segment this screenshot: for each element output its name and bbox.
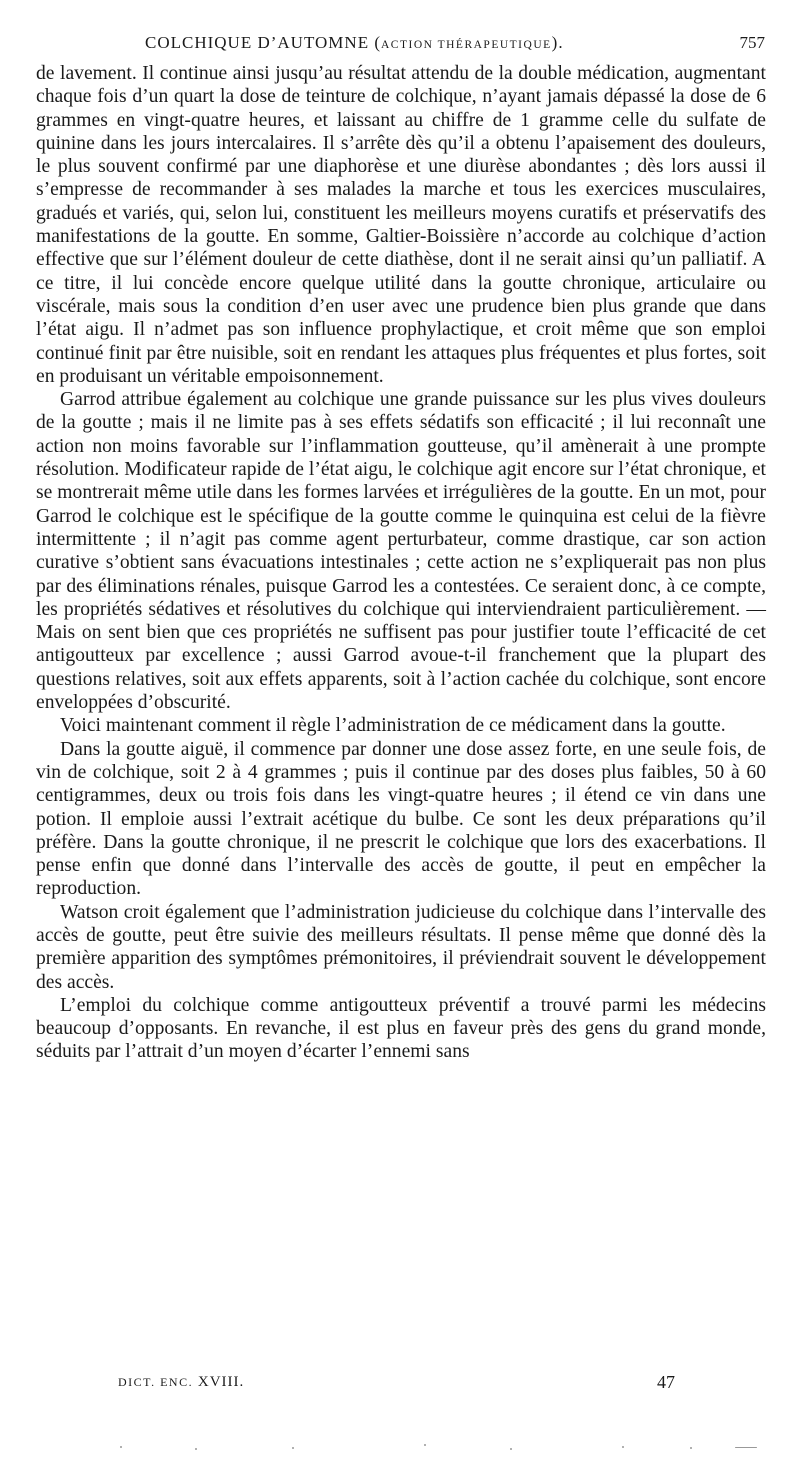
- running-title-main: COLCHIQUE D’AUTOMNE (: [145, 33, 381, 52]
- speck: [690, 1447, 692, 1449]
- signature-volume: XVIII.: [197, 1374, 245, 1390]
- speck: [195, 1448, 197, 1450]
- speck: [292, 1447, 294, 1449]
- paragraph-4: Dans la goutte aiguë, il commence par donner une dose assez forte, en une seule fois, de vin de colchique, soit 2 à 4 grammes ; puis il continue par des doses plus faibles, 50 à 60 centigrammes, deux ou trois fois dans les vingt-quatre heures ; il étend ce vin dans une potion. Il emploie aussi l’extrait acétique du bulbe. Ce sont les deux préparations qu’il préfère. Dans la goutte chronique, il ne prescrit le colchique que lors des exacerbations. Il pense enfin que donné dans l’intervalle des accès de goutte, il peut en empêcher la reproduction.: [36, 738, 766, 900]
- paragraph-3: Voici maintenant comment il règle l’administration de ce médicament dans la goutte.: [60, 715, 726, 737]
- printer-signature: [118, 1374, 244, 1391]
- speck: [622, 1446, 624, 1448]
- body-text: [36, 62, 766, 1064]
- paragraph-1: de lavement. Il continue ainsi jusqu’au résultat attendu de la double médication, augmentant chaque fois d’un quart la dose de teinture de colchique, n’ayant jamais dépassé la dose de 6 grammes en vingt-quatre heures, et laissant au chiffre de 1 gramme celle du sulfate de quinine dans les jours intercalaires. Il s’arrête dès qu’il a obtenu l’apaisement des douleurs, le plus souvent confirmé par une diaphorèse et une diurèse abondantes ; dès lors aussi il s’empresse de recommander à ses malades la marche et tous les exercices musculaires, gradués et variés, qui, selon lui, constituent les meilleurs moyens curatifs et préservatifs des manifestations de la goutte. En somme, Galtier-Boissière n’accorde au colchique d’action effective que sur l’élément douleur de cette diathèse, dont il ne serait ainsi qu’un palliatif. A ce titre, il lui concède encore quelque utilité dans la goutte chronique, articulaire ou viscérale, mais sous la condition d’en user avec une prudence bien plus grande que dans l’état aigu. Il n’admet pas son influence prophylactique, et croit même que son emploi continué finit par être nuisible, soit en rendant les attaques plus fréquentes et plus fortes, soit en produisant un véritable empoisonnement.: [36, 63, 766, 387]
- running-title-subtitle: ACTION THÉRAPEUTIQUE: [381, 39, 552, 51]
- running-title: [145, 33, 564, 53]
- signature-number: 47: [657, 1372, 675, 1392]
- paragraph-5: Watson croit également que l’administration judicieuse du colchique dans l’intervalle des accès de goutte, peut être suivie des meilleurs résultats. Il pense même que donné dès la première apparition des symptômes prémonitoires, il préviendrait souvent le développement des accès.: [36, 901, 766, 993]
- speck: [735, 1447, 757, 1448]
- speck: [510, 1448, 512, 1450]
- speck: [120, 1446, 122, 1448]
- page-footer: [36, 1372, 766, 1396]
- speck: [424, 1444, 426, 1446]
- signature-abbrev: DICT. ENC.: [118, 1375, 194, 1389]
- paragraph-2: Garrod attribue également au colchique une grande puissance sur les plus vives douleurs de la goutte ; mais il ne limite pas à ses effets sédatifs son efficacité ; il lui reconnaît une action non moins favorable sur l’inflammation goutteuse, qu’il amènerait à une prompte résolution. Modificateur rapide de l’état aigu, le colchique agit encore sur l’état chronique, et se montrerait même utile dans les formes larvées et irrégulières de la goutte. En un mot, pour Garrod le colchique est le spécifique de la goutte comme le quinquina est celui de la fièvre intermittente ; il n’agit pas comme agent perturbateur, comme drastique, car son action curative s’obtient sans évacuations intestinales ; cette action ne s’expliquerait pas non plus par des éliminations rénales, puisque Garrod les a contestées. Ce seraient donc, à ce compte, les propriétés sédatives et résolutives du colchique qui interviendraient particulièrement. — Mais on sent bien que ces propriétés ne suffisent pas pour justifier toute l’efficacité de cet antigoutteux par excellence ; aussi Garrod avoue-t-il franchement que la plupart des questions relatives, soit aux effets apparents, soit à l’action cachée du colchique, sont encore enveloppées d’obscurité.: [36, 389, 766, 714]
- running-head: [35, 33, 765, 57]
- running-title-close: ).: [551, 33, 564, 52]
- paragraph-6: L’emploi du colchique comme antigoutteux préventif a trouvé parmi les médecins beaucoup d’opposants. En revanche, il est plus en faveur près des gens du grand monde, séduits par l’attrait d’un moyen d’écarter l’ennemi sans: [36, 994, 766, 1063]
- page-number: 757: [739, 33, 765, 52]
- scan-specks: [0, 1440, 800, 1460]
